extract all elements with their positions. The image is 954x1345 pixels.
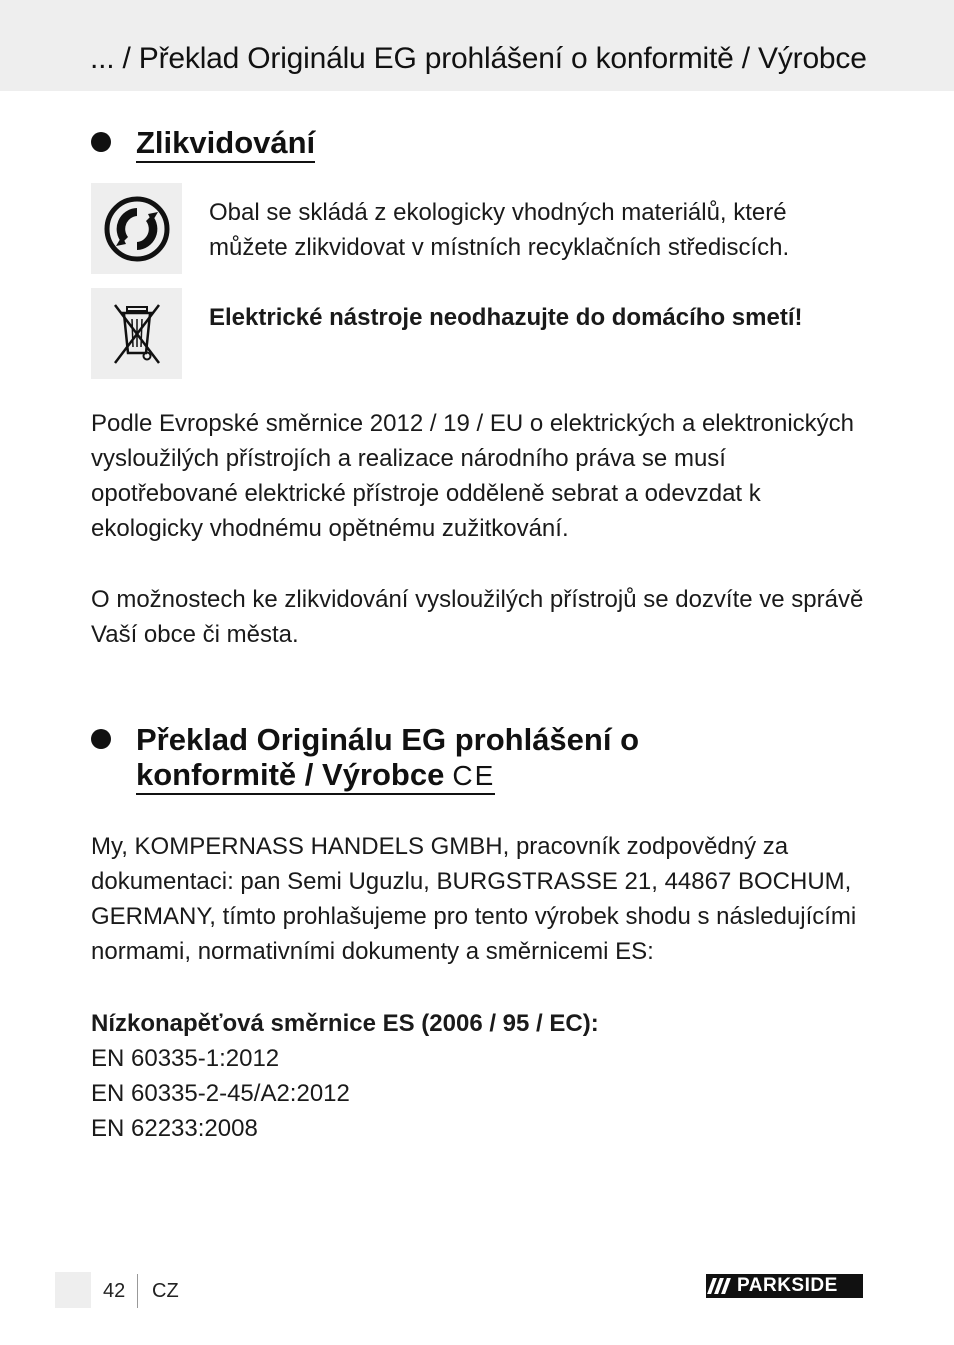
declaration-title-line1: Překlad Originálu EG prohlášení o (136, 722, 640, 757)
crossed-bin-icon (107, 301, 167, 367)
bullet-icon (91, 729, 111, 749)
weee-icon-box (91, 288, 182, 379)
page-number: 42 (103, 1280, 126, 1302)
recycle-icon-box (91, 183, 182, 274)
parkside-logo (706, 1274, 863, 1298)
packaging-text: Obal se skládá z ekologicky vhodných materiálů, které můžete zlikvidovat v místních recyklačních střediscích. (209, 199, 790, 261)
standard-3: EN 62233:2008 (91, 1115, 258, 1142)
green-dot-recycling-icon (104, 196, 170, 262)
disposal-paragraph-1: Podle Evropské směrnice 2012 / 19 / EU o elektrických a elektronických vysloužilých přístrojích a realizace národního práva se musí opotřebované elektrické přístroje odděleně sebrat a odevzdat k ekologicky vhodnému opětnému zužitkování. (91, 410, 855, 542)
bullet-icon (91, 132, 111, 152)
footer-marker (55, 1272, 91, 1308)
brand-name: PARKSIDE (737, 1275, 838, 1296)
footer-divider (137, 1274, 138, 1308)
logo-stripes-icon (710, 1278, 731, 1294)
standard-1: EN 60335-1:2012 (91, 1045, 280, 1072)
section-declaration-heading (91, 722, 639, 793)
ce-mark-icon: CE (452, 760, 496, 791)
directive-title: Nízkonapěťová směrnice ES (2006 / 95 / EC): (91, 1010, 599, 1037)
warning-text: Elektrické nástroje neodhazujte do domácího smetí! (209, 304, 803, 331)
standard-2: EN 60335-2-45/A2:2012 (91, 1080, 350, 1107)
disposal-title: Zlikvidování (136, 125, 315, 163)
disposal-paragraph-2: O možnostech ke zlikvidování vysloužilých přístrojů se dozvíte ve správě Vaší obce či města. (91, 586, 864, 648)
section-disposal-heading (91, 125, 315, 160)
page-header-title: ... / Překlad Originálu EG prohlášení o konformitě / Výrobce (90, 42, 867, 75)
declaration-paragraph: My, KOMPERNASS HANDELS GMBH, pracovník zodpovědný za dokumentaci: pan Semi Uguzlu, BURGSTRASSE 21, 44867 BOCHUM, GERMANY, tímto prohlašujeme pro tento výrobek shodu s následujícími normami, normativními dokumenty a směrnicemi ES: (91, 833, 857, 965)
language-code: CZ (152, 1280, 179, 1302)
declaration-title-line2: konformitě / Výrobce (136, 757, 445, 792)
